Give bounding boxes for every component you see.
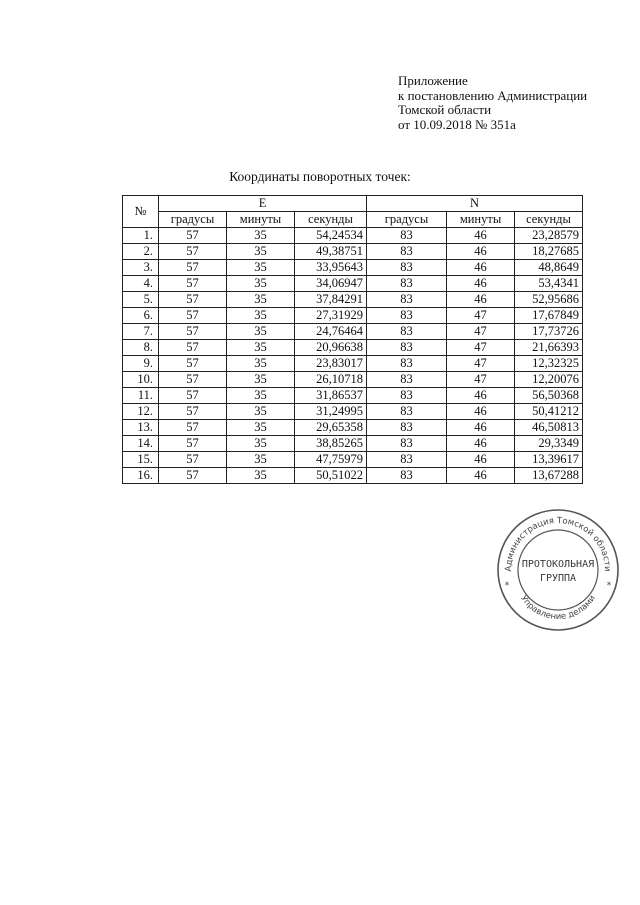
row-number-cell: 5. <box>123 292 159 308</box>
e-degrees-cell: 57 <box>159 372 227 388</box>
e-minutes-cell: 35 <box>227 276 295 292</box>
e-seconds-cell: 38,85265 <box>295 436 367 452</box>
n-seconds-cell: 50,41212 <box>515 404 583 420</box>
row-number-cell: 10. <box>123 372 159 388</box>
stamp-center-line1: ПРОТОКОЛЬНАЯ <box>521 559 595 570</box>
n-seconds-cell: 53,4341 <box>515 276 583 292</box>
n-degrees-cell: 83 <box>367 260 447 276</box>
n-seconds-cell: 21,66393 <box>515 340 583 356</box>
n-degrees-cell: 83 <box>367 324 447 340</box>
e-minutes-cell: 35 <box>227 356 295 372</box>
document-title: Координаты поворотных точек: <box>229 169 411 184</box>
n-degrees-header: градусы <box>367 212 447 228</box>
row-number-cell: 12. <box>123 404 159 420</box>
row-number-cell: 4. <box>123 276 159 292</box>
n-degrees-cell: 83 <box>367 420 447 436</box>
table-row <box>123 452 583 468</box>
n-degrees-cell: 83 <box>367 468 447 484</box>
e-minutes-cell: 35 <box>227 468 295 484</box>
n-degrees-cell: 83 <box>367 244 447 260</box>
e-minutes-cell: 35 <box>227 228 295 244</box>
e-degrees-cell: 57 <box>159 388 227 404</box>
e-seconds-cell: 54,24534 <box>295 228 367 244</box>
row-number-cell: 11. <box>123 388 159 404</box>
table-row <box>123 324 583 340</box>
n-seconds-cell: 17,73726 <box>515 324 583 340</box>
n-seconds-cell: 46,50813 <box>515 420 583 436</box>
stamp-bottom-text: Управление делами <box>518 593 598 623</box>
n-minutes-cell: 46 <box>447 292 515 308</box>
n-seconds-cell: 18,27685 <box>515 244 583 260</box>
e-seconds-cell: 31,24995 <box>295 404 367 420</box>
e-seconds-cell: 23,83017 <box>295 356 367 372</box>
n-minutes-header: минуты <box>447 212 515 228</box>
e-degrees-cell: 57 <box>159 276 227 292</box>
table-row <box>123 388 583 404</box>
n-degrees-cell: 83 <box>367 388 447 404</box>
n-seconds-cell: 12,20076 <box>515 372 583 388</box>
e-minutes-cell: 35 <box>227 404 295 420</box>
e-seconds-cell: 47,75979 <box>295 452 367 468</box>
table-row <box>123 372 583 388</box>
n-seconds-cell: 13,67288 <box>515 468 583 484</box>
n-degrees-cell: 83 <box>367 276 447 292</box>
e-seconds-cell: 29,65358 <box>295 420 367 436</box>
table-group-header-row <box>123 196 583 212</box>
n-degrees-cell: 83 <box>367 340 447 356</box>
row-number-cell: 2. <box>123 244 159 260</box>
n-minutes-cell: 46 <box>447 260 515 276</box>
row-number-cell: 9. <box>123 356 159 372</box>
n-seconds-cell: 48,8649 <box>515 260 583 276</box>
coordinates-table <box>122 195 583 484</box>
e-minutes-cell: 35 <box>227 452 295 468</box>
row-number-cell: 16. <box>123 468 159 484</box>
n-seconds-header: секунды <box>515 212 583 228</box>
e-seconds-cell: 24,76464 <box>295 324 367 340</box>
e-degrees-cell: 57 <box>159 404 227 420</box>
table-subheader-row <box>123 212 583 228</box>
n-minutes-cell: 47 <box>447 372 515 388</box>
n-degrees-cell: 83 <box>367 452 447 468</box>
n-minutes-cell: 47 <box>447 356 515 372</box>
e-seconds-cell: 31,86537 <box>295 388 367 404</box>
e-degrees-cell: 57 <box>159 292 227 308</box>
e-minutes-cell: 35 <box>227 244 295 260</box>
n-seconds-cell: 56,50368 <box>515 388 583 404</box>
e-minutes-cell: 35 <box>227 324 295 340</box>
n-degrees-cell: 83 <box>367 372 447 388</box>
e-minutes-cell: 35 <box>227 388 295 404</box>
appendix-region-line: Томской области <box>398 102 492 117</box>
e-seconds-cell: 26,10718 <box>295 372 367 388</box>
n-seconds-cell: 52,95686 <box>515 292 583 308</box>
n-group-header: N <box>367 196 583 212</box>
table-row <box>123 228 583 244</box>
e-degrees-cell: 57 <box>159 420 227 436</box>
n-minutes-cell: 46 <box>447 388 515 404</box>
row-number-cell: 13. <box>123 420 159 436</box>
appendix-resolution-line: к постановлению Администрации <box>398 87 588 103</box>
table-row <box>123 340 583 356</box>
e-minutes-cell: 35 <box>227 260 295 276</box>
n-seconds-cell: 17,67849 <box>515 308 583 324</box>
row-number-cell: 14. <box>123 436 159 452</box>
e-seconds-cell: 37,84291 <box>295 292 367 308</box>
table-row <box>123 260 583 276</box>
e-seconds-cell: 33,95643 <box>295 260 367 276</box>
appendix-header <box>398 74 587 132</box>
table-row <box>123 420 583 436</box>
n-minutes-cell: 46 <box>447 436 515 452</box>
n-minutes-cell: 46 <box>447 228 515 244</box>
e-degrees-cell: 57 <box>159 324 227 340</box>
stamp-outer-text: Администрация Томской области <box>503 515 613 572</box>
n-seconds-cell: 29,3349 <box>515 436 583 452</box>
row-number-cell: 8. <box>123 340 159 356</box>
e-seconds-cell: 34,06947 <box>295 276 367 292</box>
row-number-cell: 1. <box>123 228 159 244</box>
n-minutes-cell: 46 <box>447 244 515 260</box>
n-degrees-cell: 83 <box>367 228 447 244</box>
table-row <box>123 308 583 324</box>
n-degrees-cell: 83 <box>367 356 447 372</box>
stamp-center-line2: ГРУППА <box>539 573 577 584</box>
e-seconds-cell: 20,96638 <box>295 340 367 356</box>
table-row <box>123 436 583 452</box>
table-row <box>123 276 583 292</box>
appendix-label: Приложение <box>398 73 468 88</box>
number-column-header: № <box>123 196 159 228</box>
n-minutes-cell: 46 <box>447 420 515 436</box>
n-minutes-cell: 46 <box>447 468 515 484</box>
table-row <box>123 468 583 484</box>
e-degrees-cell: 57 <box>159 228 227 244</box>
n-degrees-cell: 83 <box>367 436 447 452</box>
protocol-group-stamp <box>496 508 620 632</box>
e-degrees-cell: 57 <box>159 452 227 468</box>
e-minutes-cell: 35 <box>227 292 295 308</box>
row-number-cell: 3. <box>123 260 159 276</box>
e-minutes-cell: 35 <box>227 436 295 452</box>
e-seconds-cell: 49,38751 <box>295 244 367 260</box>
n-minutes-cell: 47 <box>447 324 515 340</box>
table-row <box>123 356 583 372</box>
row-number-cell: 7. <box>123 324 159 340</box>
e-minutes-cell: 35 <box>227 372 295 388</box>
e-degrees-header: градусы <box>159 212 227 228</box>
e-degrees-cell: 57 <box>159 468 227 484</box>
n-seconds-cell: 13,39617 <box>515 452 583 468</box>
table-row <box>123 292 583 308</box>
n-minutes-cell: 46 <box>447 404 515 420</box>
e-seconds-cell: 27,31929 <box>295 308 367 324</box>
table-row <box>123 244 583 260</box>
stamp-star-left: * <box>504 581 510 591</box>
n-seconds-cell: 23,28579 <box>515 228 583 244</box>
n-minutes-cell: 47 <box>447 340 515 356</box>
e-minutes-cell: 35 <box>227 340 295 356</box>
e-seconds-cell: 50,51022 <box>295 468 367 484</box>
e-minutes-header: минуты <box>227 212 295 228</box>
e-minutes-cell: 35 <box>227 420 295 436</box>
table-body <box>123 228 583 484</box>
n-degrees-cell: 83 <box>367 308 447 324</box>
row-number-cell: 15. <box>123 452 159 468</box>
n-minutes-cell: 47 <box>447 308 515 324</box>
e-degrees-cell: 57 <box>159 260 227 276</box>
e-degrees-cell: 57 <box>159 356 227 372</box>
e-degrees-cell: 57 <box>159 340 227 356</box>
e-seconds-header: секунды <box>295 212 367 228</box>
n-seconds-cell: 12,32325 <box>515 356 583 372</box>
n-minutes-cell: 46 <box>447 276 515 292</box>
e-degrees-cell: 57 <box>159 308 227 324</box>
e-minutes-cell: 35 <box>227 308 295 324</box>
appendix-date-number: от 10.09.2018 № 351а <box>398 116 516 132</box>
e-degrees-cell: 57 <box>159 244 227 260</box>
n-degrees-cell: 83 <box>367 404 447 420</box>
n-minutes-cell: 46 <box>447 452 515 468</box>
n-degrees-cell: 83 <box>367 292 447 308</box>
row-number-cell: 6. <box>123 308 159 324</box>
stamp-star-right: * <box>606 581 612 591</box>
table-row <box>123 404 583 420</box>
e-group-header: E <box>159 196 367 212</box>
e-degrees-cell: 57 <box>159 436 227 452</box>
